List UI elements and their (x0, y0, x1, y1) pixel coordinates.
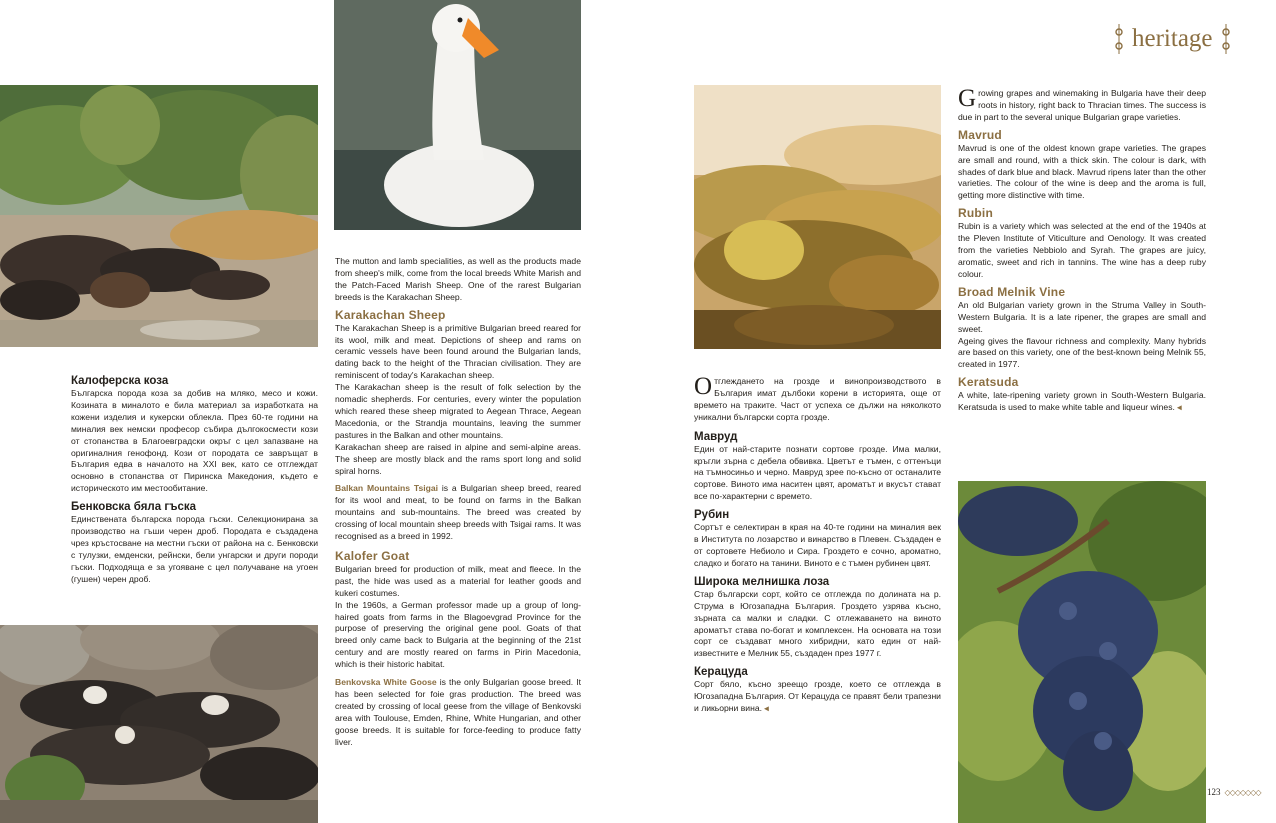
melnik-body: An old Bulgarian variety grown in the Struma Valley in South-Western Bulgaria. It is a late ripener, the grapes are small and sweet. (958, 299, 1206, 334)
tsigai-lead: Balkan Mountains Tsigai (335, 483, 439, 494)
ornament-icon (1114, 24, 1124, 54)
goat-body-2: In the 1960s, a German professor made up a group of long-haired goats from farms in the Blagoevgrad Province for the purpose of preserving the original gene pool. Goats of that breed only came back to Bulgaria at the beginning of the 21st century and are mostly reared on farms in Pirin Macedonia, which is their historic habitat. (335, 599, 581, 670)
keratsuda-title: Keratsuda (958, 375, 1019, 390)
keratsuda-body: A white, late-ripening variety grown in South-Western Bulgaria. Keratsuda is used to make white table and liqueur wines. (958, 390, 1206, 413)
tsigai-body: is a Bulgarian sheep breed, reared for its wool and meat, to be found on farms in the Balkan mountains and sub-mountains. The breed was created by crossing of local mountain sheep breeds with Tsigai rams. It was recognised as a breed in 1992. (335, 483, 581, 542)
en-wine-intro (958, 85, 1206, 124)
tsigai-paragraph (335, 483, 581, 543)
bg-intro (694, 373, 941, 424)
rubin-title: Rubin (958, 206, 993, 221)
en-wine-intro-body: rowing grapes and winemaking in Bulgaria have their deep roots in history, right back to Thracian times. The success is due in part to the several unique Bulgarian grape varieties. (958, 88, 1206, 122)
bg-left-column (71, 374, 318, 586)
goose-lead: Benkovska White Goose (335, 677, 437, 688)
keratsuda-paragraph (958, 390, 1206, 414)
folio-ornament: ◇◇◇◇◇◇◇ (1224, 787, 1261, 797)
goat-body: Bulgarian breed for production of milk, meat and fleece. In the past, the hide was used as a material for leather goods and kukeri costumes. (335, 563, 581, 598)
bg-right-column (694, 373, 941, 715)
en-drop-cap: G (958, 85, 977, 112)
vineyard-photo (694, 85, 941, 349)
kalofer-bg-body: Българска порода коза за добив на мляко, месо и кожи. Козината в миналото е била материал за изработката на кожени изделия и кукерски облекла. През 60-те години на миналия век немски професор събира дългокосмести кози от стопанства в Благоевградски окръг с цел запазване на оригиналния генофонд. Кози от породата се завръщат в България едва в началото на XXI век, като се отглеждат основно в стопанства от Пиринска Македония, където е историческото им местообитание. (71, 388, 318, 494)
melnik-bg-title: Широка мелнишка лоза (694, 575, 830, 588)
goat-title: Kalofer Goat (335, 548, 410, 563)
benkovska-bg-body: Единствената българска порода гъски. Селекционирана за производство на гъши черен дроб. Породата е създадена чрез кръстосване на местни гъски от района на с. Бенковски с тулузки, емденски, рейнски, бели унгарски и други породи гъски. Подходяща е за угояване с цел получаване на угоен (гушен) черен дроб. (71, 514, 318, 584)
mavrud-bg-title: Мавруд (694, 430, 738, 443)
en-left-column (335, 256, 581, 749)
karakachan-body: The Karakachan Sheep is a primitive Bulgarian breed reared for its wool, milk and meat. Depictions of sheep and rams on ceramic vessels have been found around the Bulgarian lands, dating back to the height of the Thracian civilisation. They are reminiscent of today's Karakachan sheep. (335, 322, 581, 381)
section-title: heritage (1132, 25, 1213, 52)
section-header (1114, 20, 1254, 58)
rubin-bg-title: Рубин (694, 509, 730, 522)
bg-intro-body: тглеждането на грозде и винопроизводството в България имат дълбоки корени в историята, още от времето на траките. Част от успеха се дължи на няколкото уникални български сорта грозде. (694, 376, 941, 422)
ornament-icon (1221, 24, 1231, 54)
end-mark-icon: ◂ (1177, 402, 1182, 413)
bg-drop-cap: О (694, 373, 713, 400)
rubin-bg-body: Сортът е селектиран в края на 40-те години на миналия век в Института по лозарство и винарство в Плевен. Създаден е от сортовете Небиоло и Сира. Гроздето е сочно, ароматно, сладко и богато на танини. Виното е с тъмен рубинен цвят. (694, 522, 941, 568)
goats-photo (0, 625, 318, 823)
sheep-photo (0, 85, 318, 347)
karakachan-body-2: The Karakachan sheep is the result of folk selection by the nomadic shepherds. For centuries, every winter the population which reared these sheep migrated to Aegean Thrace, Aegean Macedonia, or the Strandja mountains, leaving the summer pastures in the Balkan and other mountains. (335, 382, 581, 440)
kalofer-bg-title: Калоферска коза (71, 375, 169, 387)
melnik-bg-body: Стар български сорт, който се отглежда по долината на р. Струма в Югозападна България. Гроздето узрява късно, зърната са малки и сладки. С отлежаването на виното ароматът става по-богат и комплексен. На основата на този сорт се създават много хибридни, като един от най-известните е Мелник 55, създаден през 1977 г. (694, 588, 941, 659)
en-right-column (958, 85, 1206, 414)
en-intro: The mutton and lamb specialities, as well as the products made from sheep's milk, come from the local breeds White Marish and the Patch-Faced Marish Sheep. One of the rarest Bulgarian breeds is the Karakachan Sheep. (335, 256, 581, 302)
mavrud-title: Mavrud (958, 127, 1002, 142)
karakachan-title: Karakachan Sheep (335, 307, 446, 322)
karakachan-body-3: Karakachan sheep are raised in alpine and semi-alpine areas. The sheep are mostly black and the rams sport long and solid spiral horns. (335, 441, 581, 476)
page-folio (1207, 787, 1261, 797)
page-number: 123 (1207, 787, 1221, 797)
keratsuda-bg-body-paragraph (694, 679, 941, 715)
benkovska-bg-title: Бенковска бяла гъска (71, 501, 197, 514)
grapes-photo (958, 481, 1206, 823)
end-mark-icon: ◂ (764, 703, 769, 714)
keratsuda-bg-title: Керацуда (694, 666, 748, 679)
melnik-body-2: Ageing gives the flavour richness and complexity. Many hybrids are based on this variety, one of the best-known being Melnik 55, created in 1977. (958, 335, 1206, 370)
mavrud-body: Mavrud is one of the oldest known grape varieties. The grapes are small and round, with a thick skin. The colour is dark, with shades of dark blue and black. Mavrud ripens later than the other varieties. The colour of the wine is deep and the aroma is full, getting more distinctive with time. (958, 142, 1206, 201)
goose-paragraph (335, 677, 581, 748)
melnik-title: Broad Melnik Vine (958, 284, 1066, 299)
mavrud-bg-body: Един от най-старите познати сортове грозде. Има малки, кръгли зърна с дебела обвивка. Цветът е тъмен, с оттенъци на тъмносиньо и черно. Мавруд зрее по-късно от останалите сортове. Виното има наситен цвят, ароматът и вкусът стават все по-характерни с времето. (694, 443, 941, 502)
goose-photo (334, 0, 581, 230)
goose-body: is the only Bulgarian goose breed. It has been selected for foie gras production. The breed was created by crossing of local geese from the village of Benkovski area with Toulouse, Emden, Rhine, White Hungarian, and other goose breeds. It is suitable for force-feeding to produce fatty liver. (335, 677, 581, 747)
rubin-body: Rubin is a variety which was selected at the end of the 1940s at the Pleven Institute of Viticulture and Oenology. It was created from the varieties Nebbiolo and Syrah. The grapes are juicy, aromatic, sweet and rich in tannins. The wine has a deep ruby colour. (958, 221, 1206, 279)
keratsuda-bg-body: Сорт бяло, късно зреещо грозде, което се отглежда в Югозападна България. От Керацуда се правят бели трапезни и ликьорни вина. (694, 679, 941, 714)
